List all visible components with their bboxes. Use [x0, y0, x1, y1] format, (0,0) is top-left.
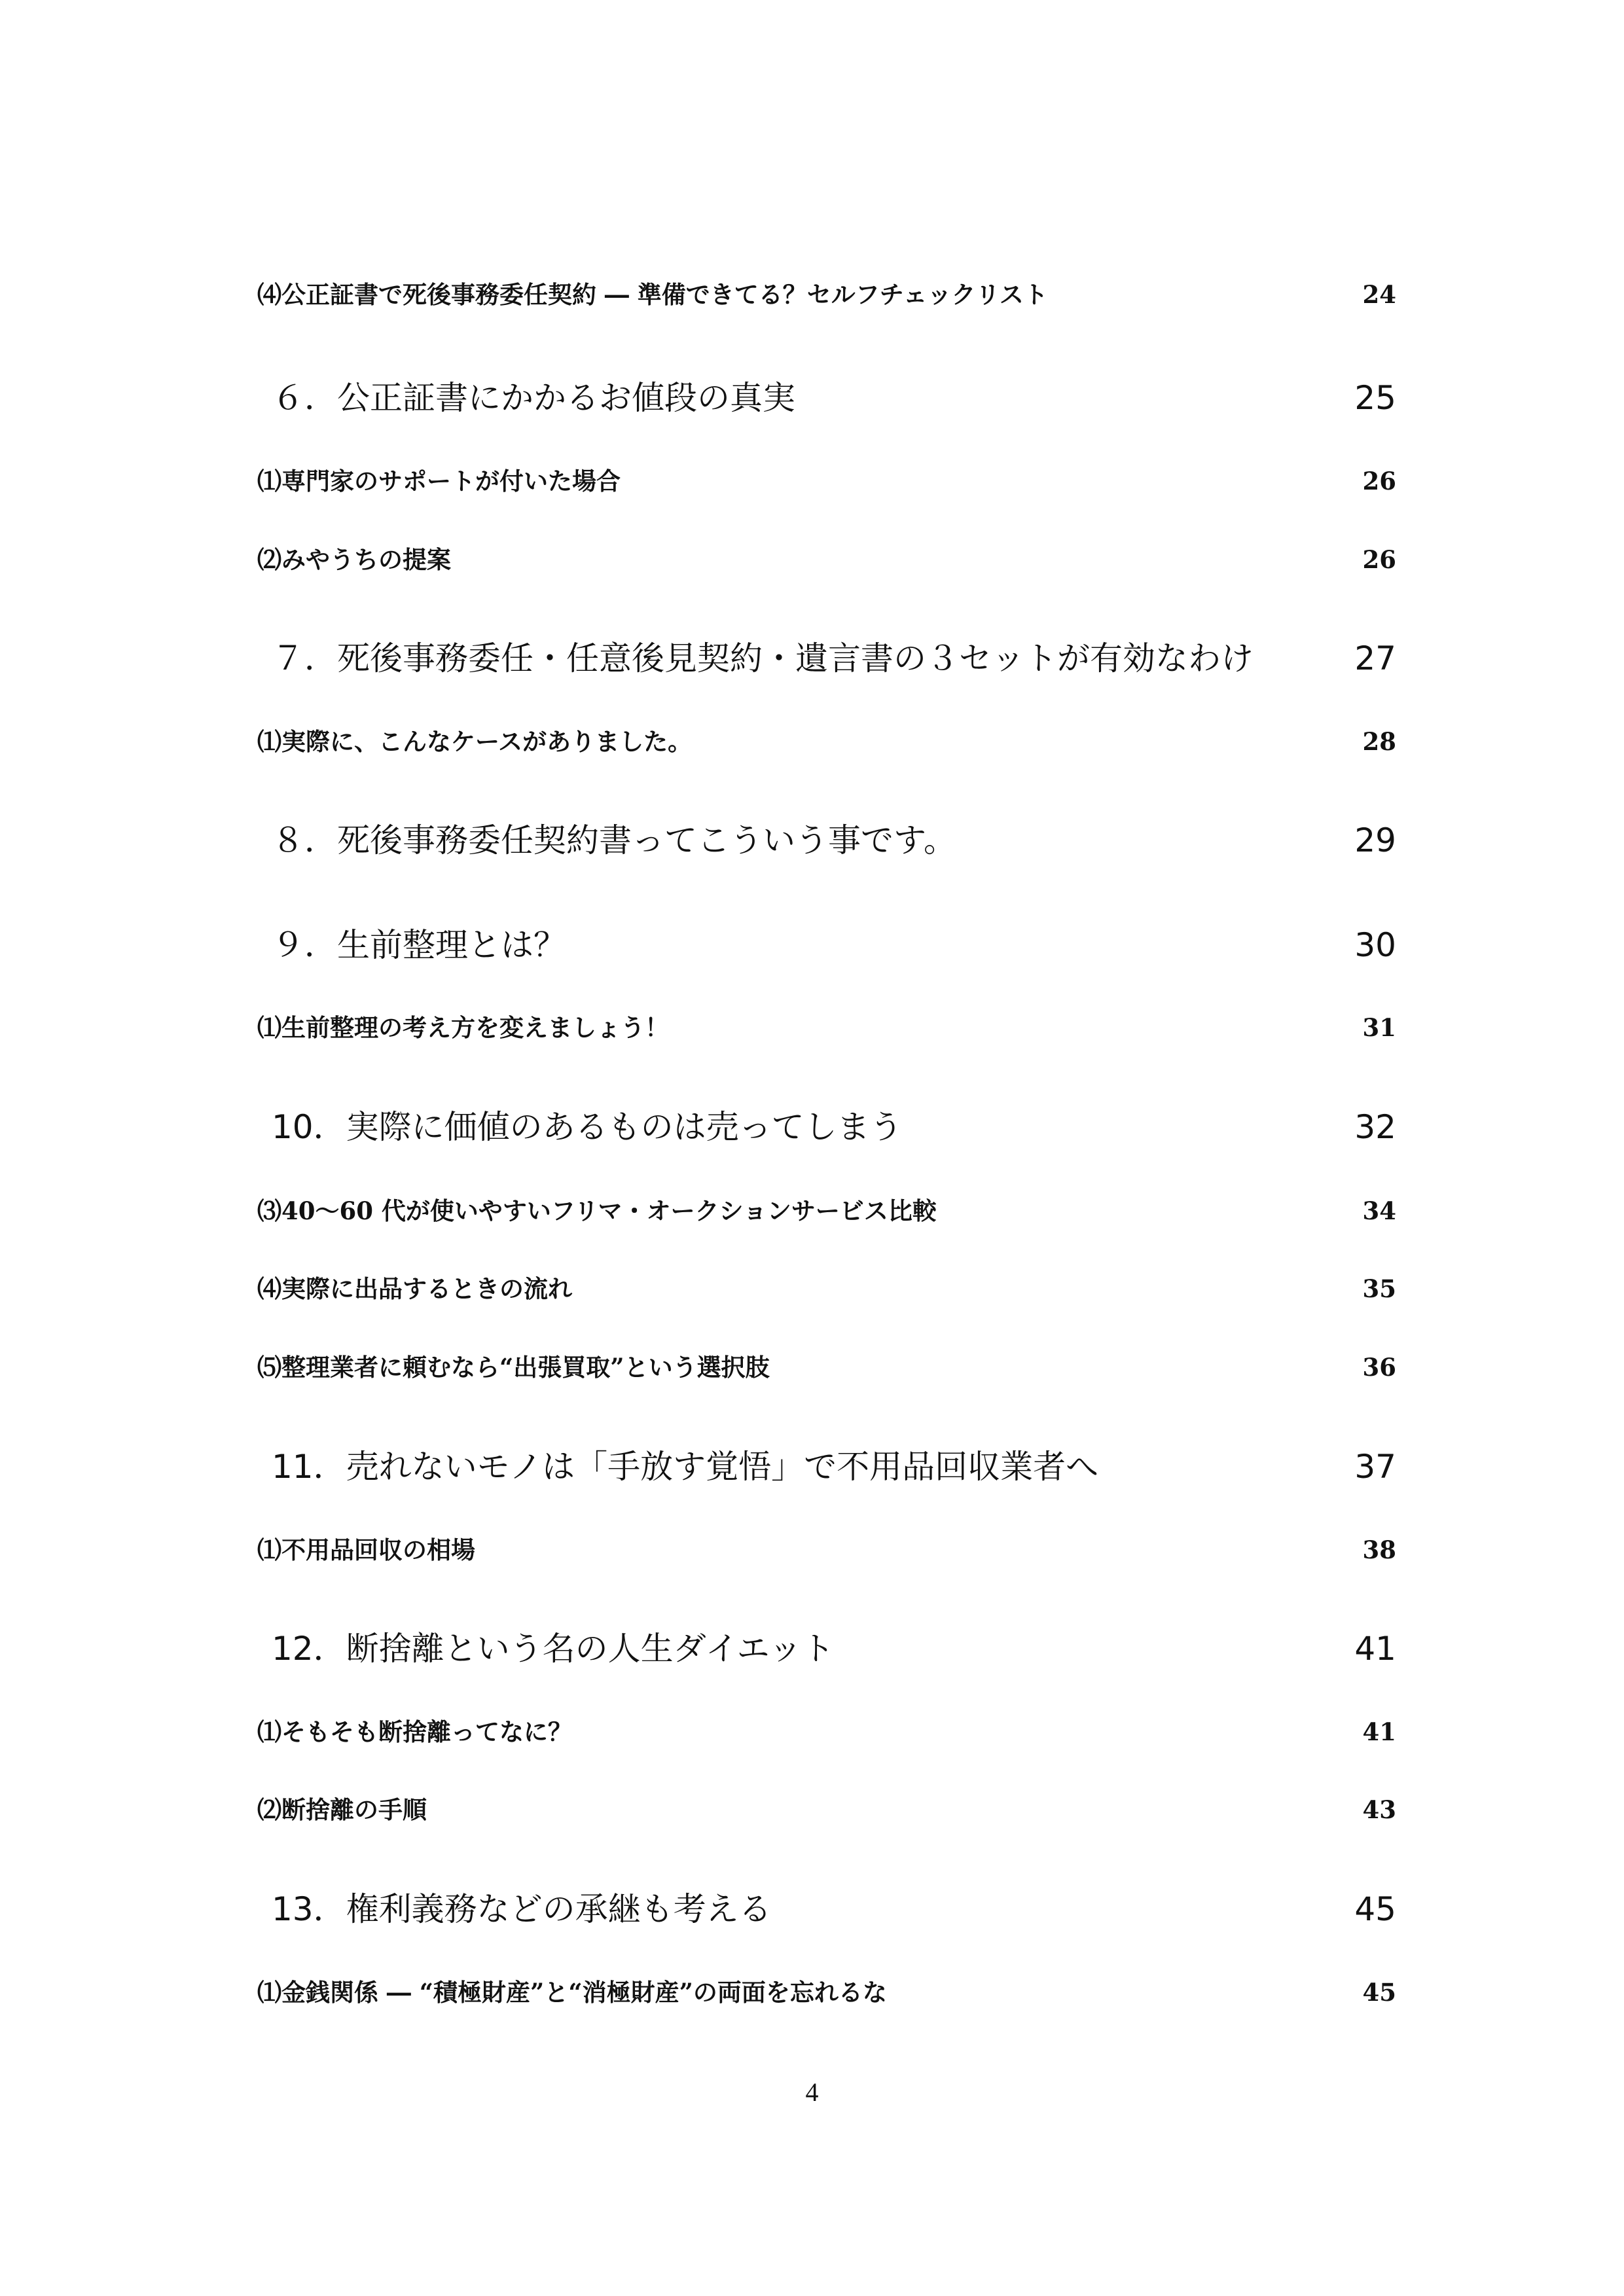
- toc-entry-page: 34: [1362, 1196, 1396, 1225]
- toc-entry-label: 10．実際に価値のあるものは売ってしまう: [272, 1108, 903, 1146]
- toc-entry: [257, 372, 1396, 419]
- toc-entry: [257, 1623, 1396, 1670]
- toc-entry-label: ７．死後事務委任・任意後見契約・遺言書の３セットが有効なわけ: [272, 639, 1254, 677]
- toc-entry-label: ⑴不用品回収の相場: [257, 1535, 475, 1564]
- toc-entry: [257, 1269, 1396, 1304]
- toc-entry-label: ⑴生前整理の考え方を変えましょう！: [257, 1013, 669, 1042]
- toc-entry-page: 41: [1362, 1717, 1396, 1746]
- toc-entry: [257, 1973, 1396, 2008]
- toc-entry-label: ⑷実際に出品するときの流れ: [257, 1274, 572, 1303]
- toc-entry-label: ⑴そもそも断捨離ってなに？: [257, 1717, 572, 1746]
- toc-entry-label: ⑵みやうちの提案: [257, 545, 451, 574]
- toc-entry: [257, 1441, 1396, 1488]
- toc-entry-label: ⑶40〜60 代が使いやすいフリマ・オークションサービス比較: [257, 1196, 937, 1225]
- toc-entry: [257, 275, 1396, 310]
- toc-entry-page: 36: [1362, 1353, 1396, 1382]
- toc-entry-label: ９．生前整理とは？: [272, 926, 566, 964]
- toc-entry-label: ⑷公正証書で死後事務委任契約 ― 準備できてる？セルフチェックリスト: [257, 280, 1048, 309]
- toc-entry-label: 11．売れないモノは「手放す覚悟」で不用品回収業者へ: [272, 1448, 1099, 1486]
- toc-entry: [257, 1348, 1396, 1383]
- toc-entry-page: 24: [1362, 280, 1396, 309]
- toc-entry: [257, 1883, 1396, 1930]
- toc-entry-label: ８．死後事務委任契約書ってこういう事です。: [272, 821, 956, 859]
- toc-entry-page: 45: [1354, 1890, 1396, 1928]
- toc-entry: [257, 1008, 1396, 1043]
- toc-entry: [257, 1790, 1396, 1825]
- toc-entry-page: 37: [1354, 1448, 1396, 1486]
- toc-entry-label: 13．権利義務などの承継も考える: [272, 1890, 772, 1928]
- toc-entry: [257, 540, 1396, 575]
- toc-entry-page: 38: [1362, 1535, 1396, 1564]
- toc-entry: [257, 919, 1396, 966]
- toc-entry: [257, 632, 1396, 679]
- toc-entry-page: 43: [1362, 1795, 1396, 1824]
- toc-entry-page: 32: [1354, 1108, 1396, 1146]
- toc-entry-page: 30: [1354, 926, 1396, 964]
- toc-entry-page: 41: [1354, 1630, 1396, 1668]
- toc-entry-page: 45: [1362, 1978, 1396, 2007]
- toc-entry-page: 35: [1362, 1274, 1396, 1303]
- toc-entry: [257, 461, 1396, 497]
- toc-entry-page: 26: [1362, 545, 1396, 574]
- toc-entry: [257, 1712, 1396, 1748]
- toc-entry: [257, 1101, 1396, 1148]
- toc-entry-page: 26: [1362, 467, 1396, 495]
- toc-entry-page: 25: [1354, 379, 1396, 417]
- toc-entry: [257, 1191, 1396, 1227]
- toc-entry: [257, 722, 1396, 757]
- page-number: 4: [805, 2077, 819, 2107]
- toc-entry: [257, 1530, 1396, 1566]
- toc-entry-page: 31: [1362, 1013, 1396, 1042]
- toc-entry-page: 27: [1354, 639, 1396, 677]
- toc-entry-label: ⑴専門家のサポートが付いた場合: [257, 467, 621, 495]
- toc-entry: [257, 814, 1396, 861]
- toc-entry-label: ⑴実際に、こんなケースがありました。: [257, 727, 693, 756]
- toc-entry-label: ⑵断捨離の手順: [257, 1795, 427, 1824]
- toc-entry-label: ⑸整理業者に頼むなら“出張買取”という選択肢: [257, 1353, 770, 1382]
- toc-entry-label: 12．断捨離という名の人生ダイエット: [272, 1630, 835, 1668]
- toc-entry-label: ６．公正証書にかかるお値段の真実: [272, 379, 795, 417]
- toc-entry-page: 29: [1354, 821, 1396, 859]
- toc-entry-page: 28: [1362, 727, 1396, 756]
- toc-entry-label: ⑴金銭関係 ― “積極財産”と“消極財産”の両面を忘れるな: [257, 1978, 887, 2007]
